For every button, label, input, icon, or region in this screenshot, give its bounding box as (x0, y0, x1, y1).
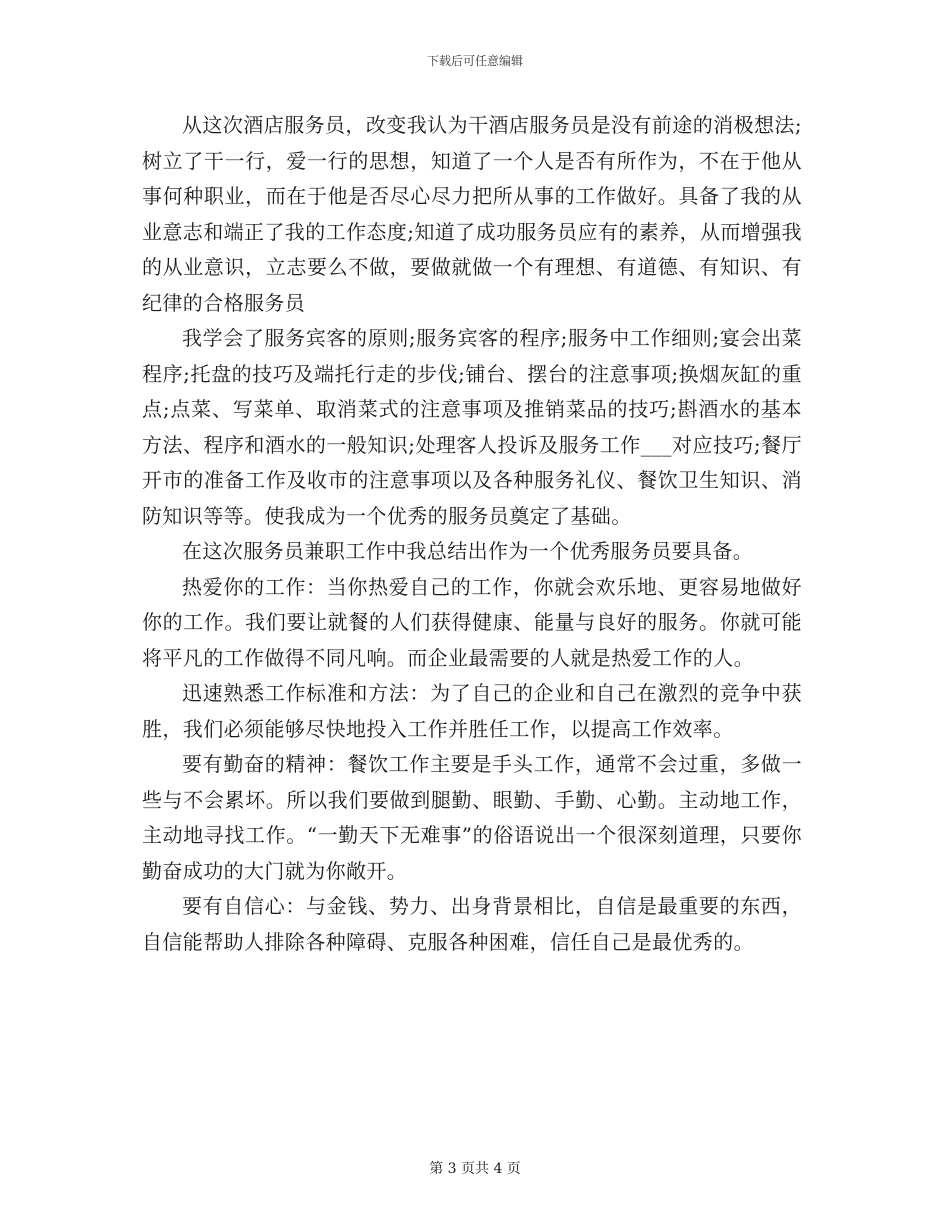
paragraph: 要有勤奋的精神：餐饮工作主要是手头工作，通常不会过重，多做一些与不会累坏。所以我们要做到腿勤、眼勤、手勤、心勤。主动地工作，主动地寻找工作。“一勤天下无难事”的俗语说出一个很深刻道理，只要你勤奋成功的大门就为你敞开。 (142, 752, 802, 883)
paragraph: 热爱你的工作：当你热爱自己的工作，你就会欢乐地、更容易地做好你的工作。我们要让就餐的人们获得健康、能量与良好的服务。你就可能将平凡的工作做得不同凡响。而企业最需要的人就是热爱工作的人。 (142, 574, 802, 670)
document-body (142, 108, 802, 960)
paragraph: 从这次酒店服务员，改变我认为干酒店服务员是没有前途的消极想法;树立了干一行，爱一行的思想，知道了一个人是否有所作为，不在于他从事何种职业，而在于他是否尽心尽力把所从事的工作做好。具备了我的从业意志和端正了我的工作态度;知道了成功服务员应有的素养，从而增强我的从业意识，立志要么不做，要做就做一个有理想、有道德、有知识、有纪律的合格服务员 (142, 113, 802, 315)
page-header-note: 下载后可任意编辑 (426, 54, 523, 68)
paragraph: 要有自信心：与金钱、势力、出身背景相比，自信是最重要的东西，自信能帮助人排除各种障碍、克服各种困难，信任自己是最优秀的。 (142, 894, 802, 954)
paragraph: 在这次服务员兼职工作中我总结出作为一个优秀服务员要具备。 (182, 539, 754, 563)
page-number: 第 3 页共 4 页 (429, 1161, 521, 1177)
paragraph: 我学会了服务宾客的原则;服务宾客的程序;服务中工作细则;宴会出菜程序;托盘的技巧及端托行走的步伐;铺台、摆台的注意事项;换烟灰缸的重点;点菜、写菜单、取消菜式的注意事项及推销菜品的技巧;斟酒水的基本方法、程序和酒水的一般知识;处理客人投诉及服务工作___对应技巧;餐厅开市的准备工作及收市的注意事项以及各种服务礼仪、餐饮卫生知识、消防知识等等。使我成为一个优秀的服务员奠定了基础。 (142, 326, 802, 528)
paragraph: 迅速熟悉工作标准和方法：为了自己的企业和自己在激烈的竞争中获胜，我们必须能够尽快地投入工作并胜任工作，以提高工作效率。 (142, 681, 802, 741)
